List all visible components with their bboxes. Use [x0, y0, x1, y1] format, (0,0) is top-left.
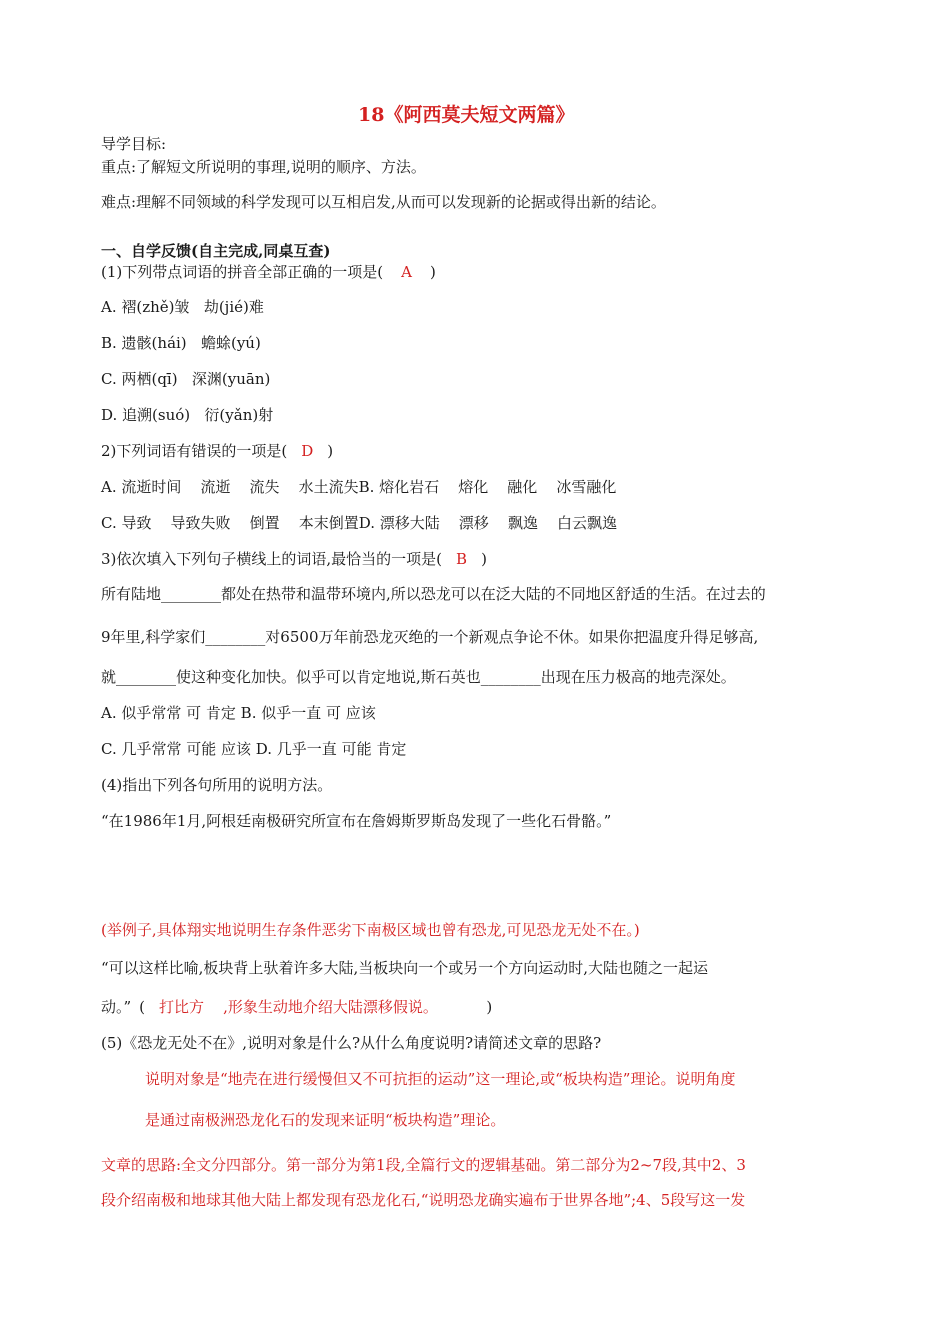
q1-option-b: B. 遗骸(hái) 蟾蜍(yú) — [101, 334, 261, 352]
q4-sentence-2-end: 动。” — [101, 998, 132, 1016]
q1-stem — [101, 262, 436, 282]
q1-option-a: A. 褶(zhě)皱 劫(jié)难 — [101, 298, 264, 316]
q4-sentence-2-line-2 — [101, 997, 492, 1017]
q5-answer-line-1: 说明对象是“地壳在进行缓慢但又不可抗拒的运动”这一理论,或“板块构造”理论。说明角度 — [145, 1070, 736, 1088]
q2-option-cd: C. 导致 导致失败 倒置 本末倒置D. 漂移大陆 漂移 飘逸 白云飘逸 — [101, 514, 617, 532]
q4-answer-2: 打比方 ,形象生动地介绍大陆漂移假说。 — [159, 998, 431, 1016]
q5-thinking-line-1: 文章的思路:全文分四部分。第一部分为第1段,全篇行文的逻辑基础。第二部分为2~7段,其中2、3 — [101, 1156, 746, 1174]
q1-option-d: D. 追溯(suó) 衍(yǎn)射 — [101, 406, 274, 424]
page-title: 18《阿西莫夫短文两篇》 — [358, 104, 575, 126]
q3-stem — [101, 549, 487, 569]
q1-answer: A — [401, 263, 412, 281]
q1-option-c: C. 两栖(qī) 深渊(yuān) — [101, 370, 271, 388]
guide-heading: 导学目标: — [101, 135, 167, 153]
q3-option-cd: C. 几乎常常 可能 应该 D. 几乎一直 可能 肯定 — [101, 740, 407, 758]
q4-answer-2-open: ( — [139, 998, 146, 1016]
q2-stem — [101, 441, 333, 461]
q5-stem: (5)《恐龙无处不在》,说明对象是什么?从什么角度说明?请简述文章的思路? — [101, 1034, 602, 1052]
q3-stem-close: ) — [481, 550, 487, 568]
q3-passage-line-2: 9年里,科学家们________对6500万年前恐龙灭绝的一个新观点争论不休。如果你把温度升得足够高, — [101, 628, 759, 646]
section-heading: 一、自学反馈(自主完成,同桌互查) — [101, 242, 331, 260]
q2-stem-text: 2)下列词语有错误的一项是( — [101, 442, 288, 460]
q4-sentence-2-line-1: “可以这样比喻,板块背上驮着许多大陆,当板块向一个或另一个方向运动时,大陆也随之一起运 — [101, 959, 708, 977]
q4-sentence-1: “在1986年1月,阿根廷南极研究所宣布在詹姆斯罗斯岛发现了一些化石骨骼。” — [101, 812, 612, 830]
key-point: 重点:了解短文所说明的事理,说明的顺序、方法。 — [101, 158, 426, 176]
q3-option-ab: A. 似乎常常 可 肯定 B. 似乎一直 可 应该 — [101, 704, 376, 722]
q2-option-ab: A. 流逝时间 流逝 流失 水土流失B. 熔化岩石 熔化 融化 冰雪融化 — [101, 478, 617, 496]
q5-answer-line-2: 是通过南极洲恐龙化石的发现来证明“板块构造”理论。 — [145, 1111, 506, 1129]
q3-passage-line-3: 就________使这种变化加快。似乎可以肯定地说,斯石英也________出现在压力极高的地壳深处。 — [101, 668, 736, 686]
q4-stem: (4)指出下列各句所用的说明方法。 — [101, 776, 333, 794]
q2-stem-close: ) — [327, 442, 334, 460]
difficulty: 难点:理解不同领域的科学发现可以互相启发,从而可以发现新的论据或得出新的结论。 — [101, 193, 666, 211]
q3-passage-line-1: 所有陆地________都处在热带和温带环境内,所以恐龙可以在泛大陆的不同地区舒适的生活。在过去的 — [101, 585, 766, 603]
q3-answer: B — [456, 550, 468, 568]
q3-stem-text: 3)依次填入下列句子横线上的词语,最恰当的一项是( — [101, 550, 443, 568]
q5-thinking-line-2: 段介绍南极和地球其他大陆上都发现有恐龙化石,“说明恐龙确实遍布于世界各地”;4、5段写这一发 — [101, 1191, 746, 1209]
q1-stem-text: (1)下列带点词语的拼音全部正确的一项是( — [101, 263, 384, 281]
q4-answer-1: (举例子,具体翔实地说明生存条件恶劣下南极区域也曾有恐龙,可见恐龙无处不在。) — [101, 921, 640, 939]
q2-answer: D — [301, 442, 314, 460]
q1-stem-close: ) — [429, 263, 436, 281]
q4-answer-2-close: ) — [486, 998, 493, 1016]
